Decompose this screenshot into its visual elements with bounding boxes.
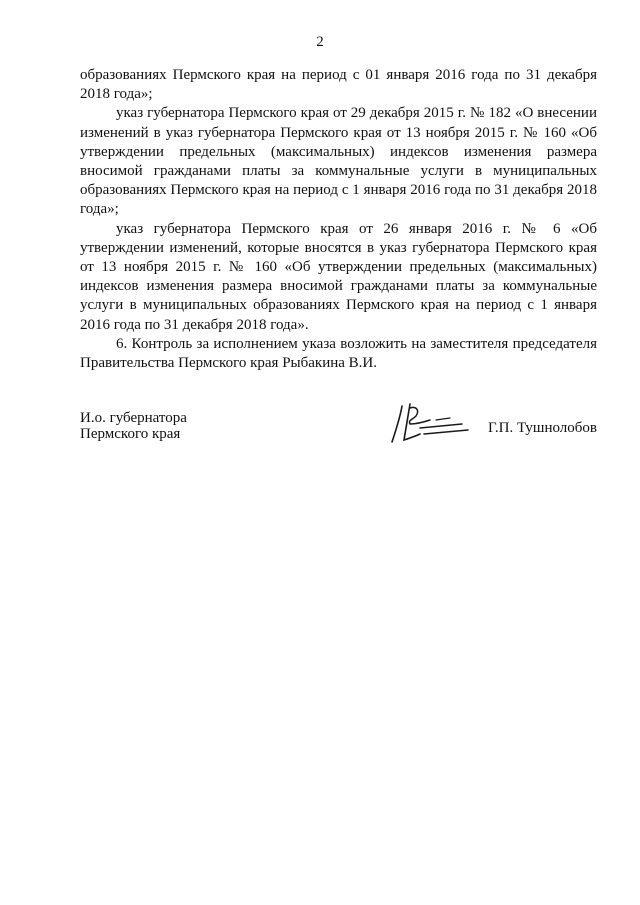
paragraph-decree-6: указ губернатора Пермского края от 26 января 2016 г. № 6 «Об утверждении изменений, которые вносятся в указ губернатора Пермского края от 13 ноября 2015 г. № 160 «Об утверждении предельных (максимальных) индексов изменения размера вносимой гражданами платы за коммунальные услуги в муниципальных образованиях Пермского края на период с 1 января 2016 года по 31 декабря 2018 года». xyxy=(80,220,597,333)
paragraph-decree-182: указ губернатора Пермского края от 29 декабря 2015 г. № 182 «О внесении изменений в указ губернатора Пермского края от 13 ноября 2015 г. № 160 «Об утверждении предельных (максимальных) индексов изменения размера вносимой гражданами платы за коммунальные услуги в муниципальных образованиях Пермского края на период с 1 января 2016 года по 31 декабря 2018 года»; xyxy=(80,105,597,218)
paragraph-control-clause: 6. Контроль за исполнением указа возложить на заместителя председателя Правительства Пермского края Рыбакина В.И. xyxy=(80,335,597,372)
handwritten-signature xyxy=(380,398,490,448)
document-body xyxy=(80,66,597,373)
signature-block xyxy=(80,410,597,450)
signer-title xyxy=(80,410,187,442)
signer-title-line-1: И.о. губернатора xyxy=(80,410,187,426)
signer-title-line-2: Пермского края xyxy=(80,426,181,442)
signer-name: Г.П. Тушнолобов xyxy=(487,420,597,436)
paragraph-continuation: образованиях Пермского края на период с 01 января 2016 года по 31 декабря 2018 года»; xyxy=(80,67,597,103)
page-number: 2 xyxy=(316,34,324,50)
